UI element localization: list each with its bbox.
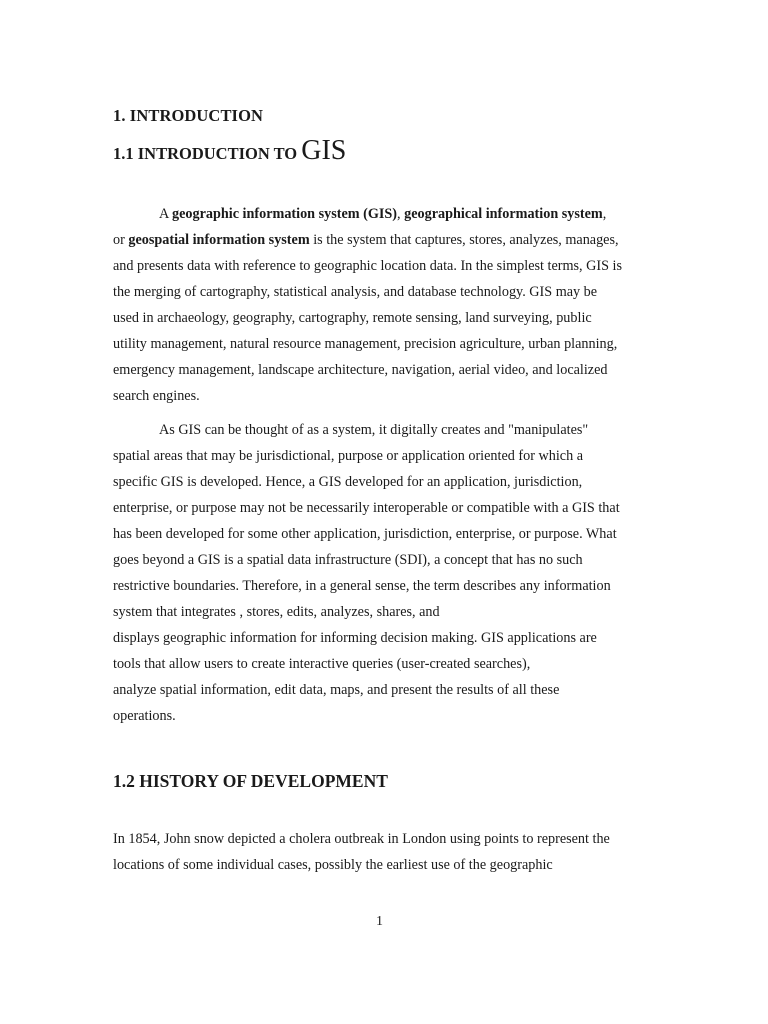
text-run: , (602, 206, 607, 222)
paragraph-history (113, 826, 658, 878)
paragraph-line: goes beyond a GIS is a spatial data infrastructure (SDI), a concept that has no such (113, 552, 583, 568)
paragraph-line: spatial areas that may be jurisdictional, purpose or application oriented for which a (113, 448, 584, 464)
paragraph-line: specific GIS is developed. Hence, a GIS developed for an application, jurisdiction, (113, 474, 583, 490)
bold-term: geospatial information system (128, 232, 310, 248)
paragraph-line: tools that allow users to create interactive queries (user-created searches), (113, 656, 531, 672)
paragraph-line: As GIS can be thought of as a system, it digitally creates and "manipulates" (159, 422, 589, 438)
text-run: A (159, 206, 173, 222)
text-run: is the system that captures, stores, analyzes, manages, (309, 232, 619, 248)
paragraph-line: system that integrates , stores, edits, analyzes, shares, and (113, 604, 440, 620)
text-run: , (397, 206, 405, 222)
paragraph-line: used in archaeology, geography, cartography, remote sensing, land surveying, public (113, 310, 592, 326)
paragraph-gis-system (113, 417, 658, 729)
paragraph-line: utility management, natural resource management, precision agriculture, urban planning, (113, 336, 618, 352)
paragraph-line: displays geographic information for informing decision making. GIS applications are (113, 630, 597, 646)
paragraph-line: In 1854, John snow depicted a cholera outbreak in London using points to represent the (113, 831, 610, 847)
heading-introduction-to-gis (113, 135, 346, 167)
text-run: or (113, 232, 129, 248)
paragraph-line: locations of some individual cases, possibly the earliest use of the geographic (113, 857, 553, 873)
paragraph-line: restrictive boundaries. Therefore, in a general sense, the term describes any information (113, 578, 611, 594)
paragraph-line: analyze spatial information, edit data, maps, and present the results of all these (113, 682, 560, 698)
paragraph-line (113, 227, 658, 253)
heading-introduction: 1. INTRODUCTION (113, 106, 264, 125)
page-number: 1 (376, 914, 383, 929)
heading-history-of-development: 1.2 HISTORY OF DEVELOPMENT (113, 771, 388, 791)
paragraph-line: emergency management, landscape architecture, navigation, aerial video, and localized (113, 362, 608, 378)
bold-term: geographical information system (404, 206, 603, 222)
heading-gis: GIS (301, 135, 347, 166)
heading-prefix: 1.1 INTRODUCTION TO (113, 144, 302, 163)
paragraph-line: and presents data with reference to geographic location data. In the simplest terms, GIS is (113, 258, 623, 274)
paragraph-line: enterprise, or purpose may not be necessarily interoperable or compatible with a GIS that (113, 500, 620, 516)
paragraph-line: search engines. (113, 388, 200, 404)
paragraph-line: has been developed for some other application, jurisdiction, enterprise, or purpose. What (113, 526, 617, 542)
paragraph-line (113, 201, 658, 227)
bold-term: geographic information system (GIS) (172, 206, 398, 222)
paragraph-line: the merging of cartography, statistical analysis, and database technology. GIS may be (113, 284, 598, 300)
paragraph-gis-definition (113, 201, 658, 409)
paragraph-line: operations. (113, 708, 176, 724)
